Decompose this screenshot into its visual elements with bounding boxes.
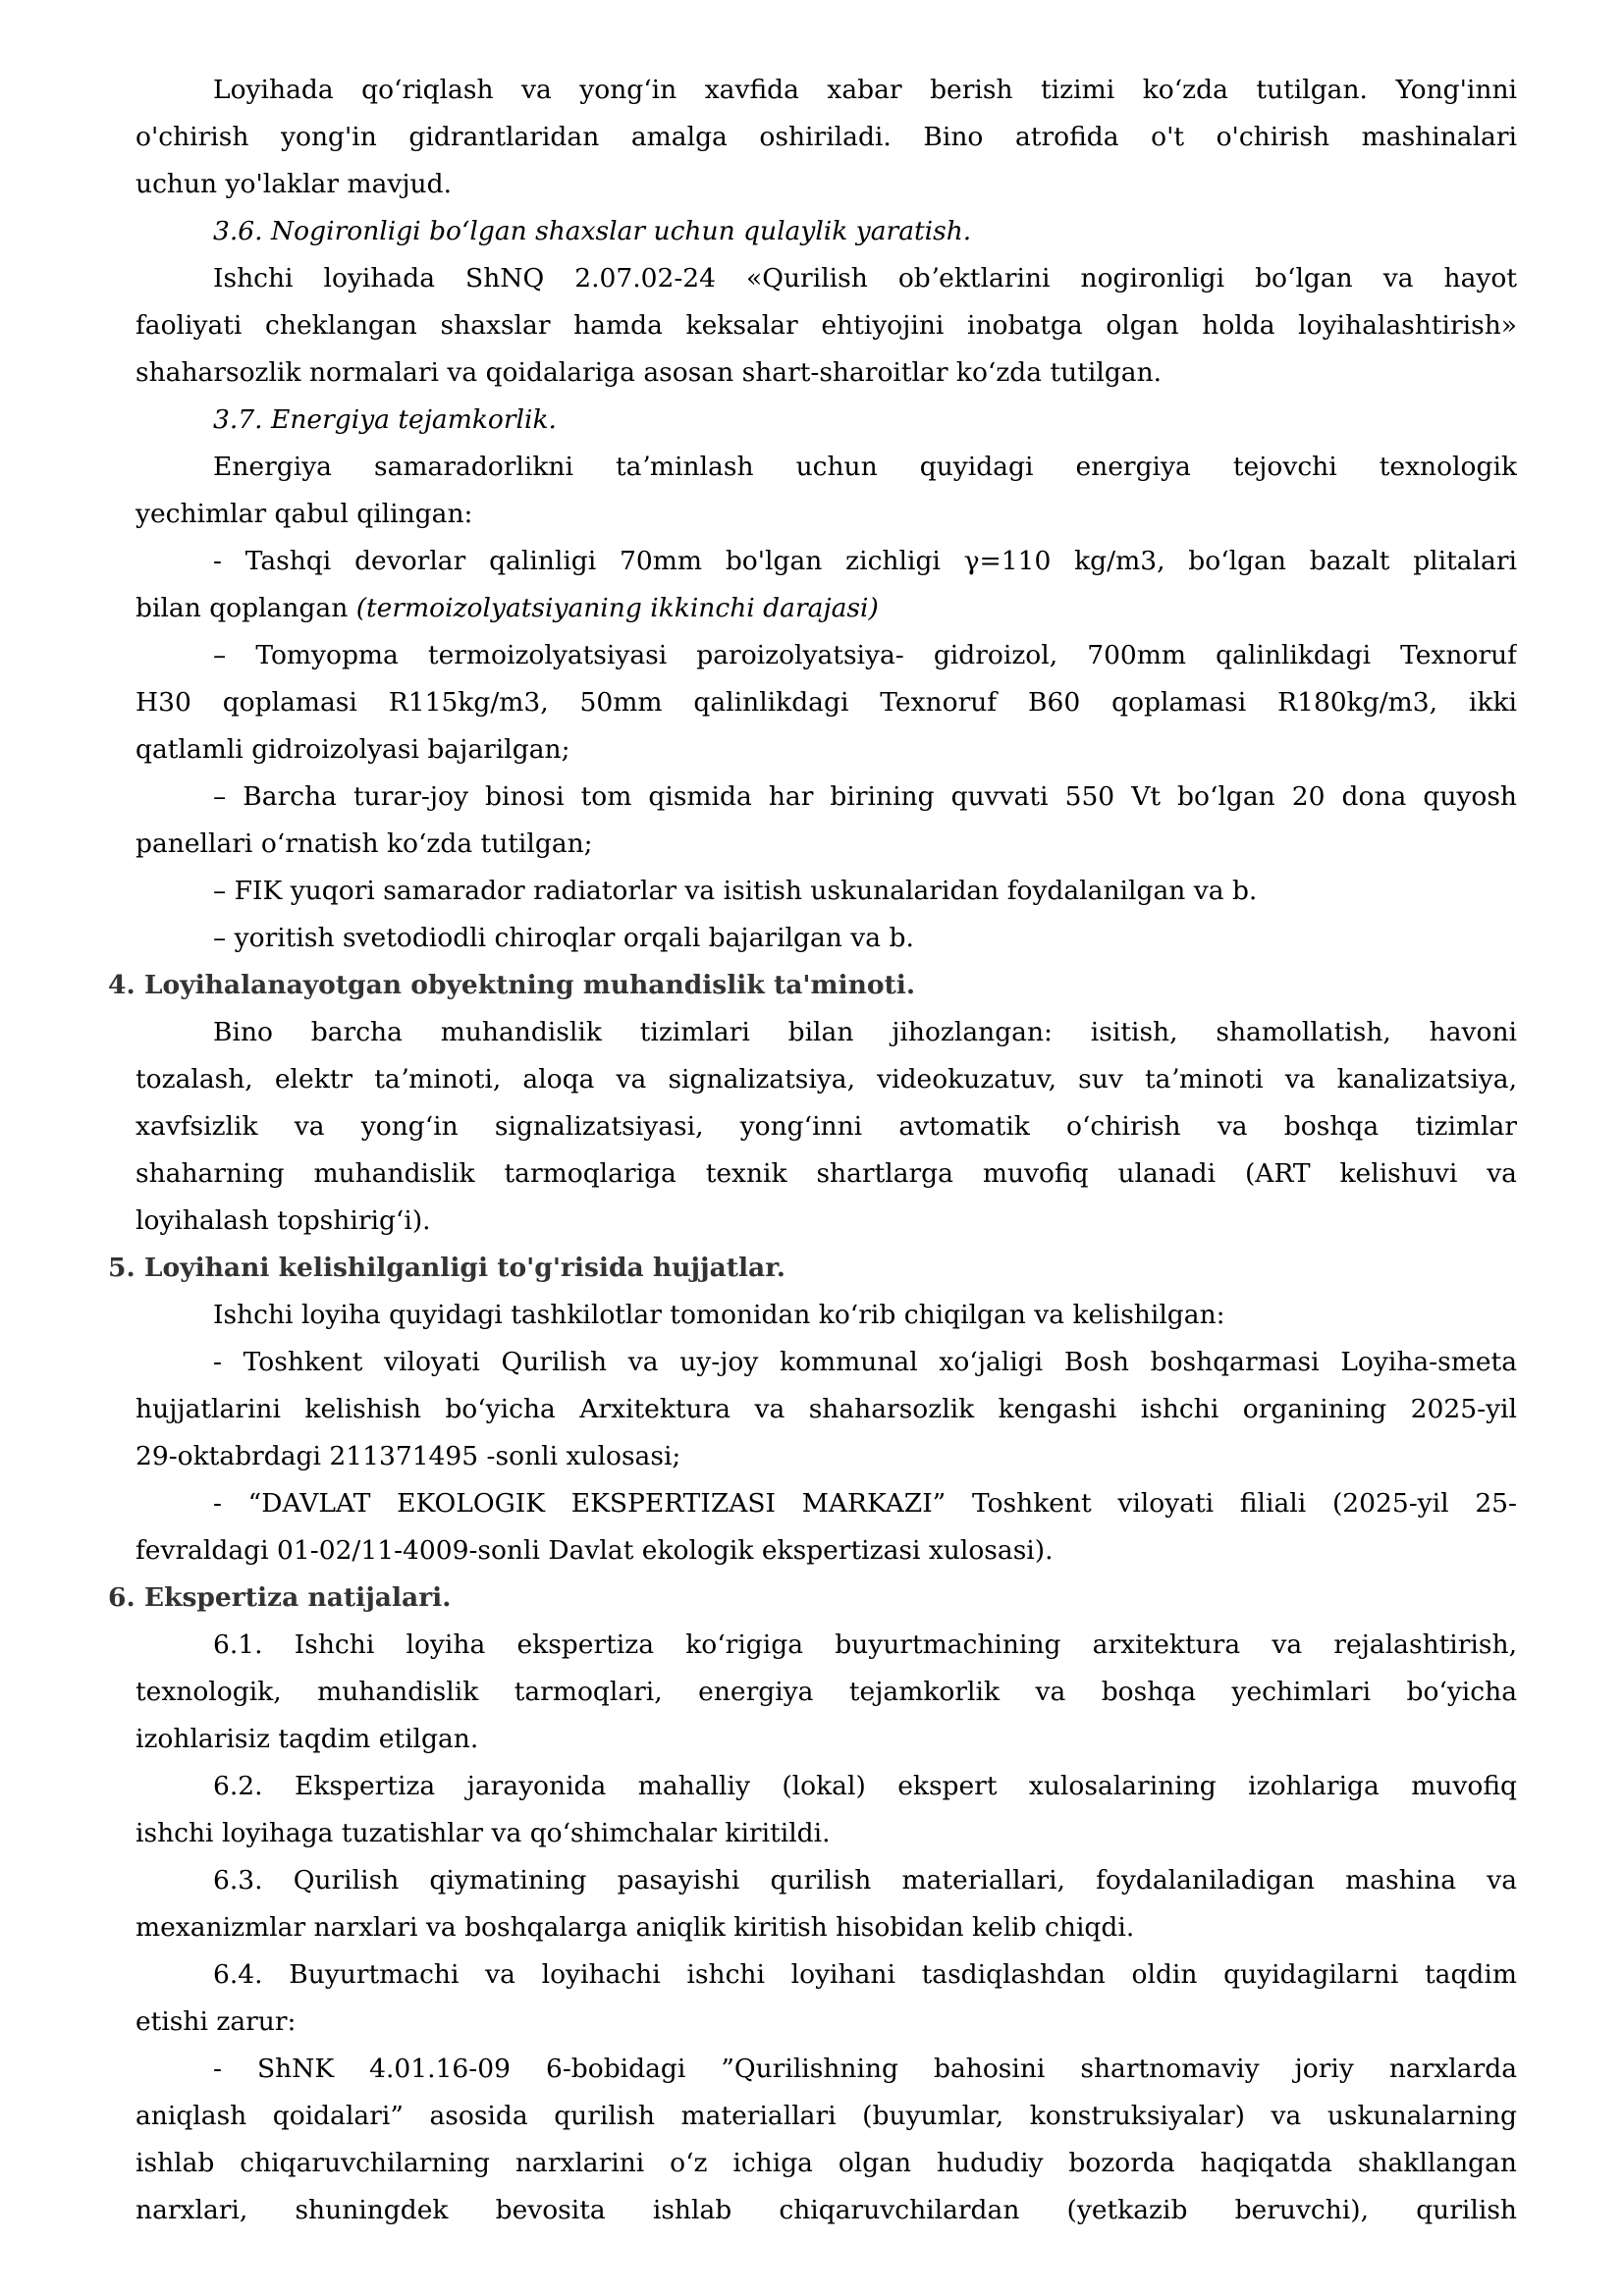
- paragraph-6-1-line-1: 6.1. Ishchi loyiha ekspertiza koʻrigiga buyurtmachining arxitektura va rejalashtirish,: [213, 1629, 1517, 1660]
- subsection-heading-3-6: 3.6. Nogironligi boʻlgan shaxslar uchun qulaylik yaratish.: [213, 216, 972, 246]
- paragraph-6-4-line-2: etishi zarur:: [135, 2006, 297, 2037]
- paragraph-fire-safety-line-3: uchun yo'laklar mavjud.: [135, 169, 453, 199]
- paragraph-6-3-line-2: mexanizmlar narxlari va boshqalarga aniqlik kiritish hisobidan kelib chiqdi.: [135, 1912, 1135, 1943]
- list-item-shnk-line-4: narxlari, shuningdek bevosita ishlab chiqaruvchilardan (yetkazib beruvchi), qurilish: [135, 2195, 1517, 2225]
- list-item-walls-line-1: - Tashqi devorlar qalinligi 70mm bo'lgan zichligi γ=110 kg/m3, boʻlgan bazalt plitalari: [213, 546, 1517, 576]
- list-item-walls-text: bilan qoplangan: [135, 593, 356, 623]
- paragraph-engineering-line-3: xavfsizlik va yongʻin signalizatsiyasi, yongʻinni avtomatik oʻchirish va boshqa tizimlar: [135, 1111, 1517, 1142]
- list-item-roof-line-2: H30 qoplamasi R115kg/m3, 50mm qalinlikdagi Texnoruf B60 qoplamasi R180kg/m3, ikki: [135, 687, 1517, 718]
- paragraph-engineering-line-5: loyihalash topshirigʻi).: [135, 1205, 431, 1236]
- list-item-toshkent-line-1: - Toshkent viloyati Qurilish va uy-joy kommunal xoʻjaligi Bosh boshqarmasi Loyiha-smeta: [213, 1347, 1517, 1377]
- list-item-toshkent-line-3: 29-oktabrdagi 211371495 -sonli xulosasi;: [135, 1441, 681, 1471]
- paragraph-engineering-line-1: Bino barcha muhandislik tizimlari bilan jihozlangan: isitish, shamollatish, havoni: [213, 1017, 1517, 1047]
- list-item-roof-line-3: qatlamli gidroizolyasi bajarilgan;: [135, 734, 570, 765]
- list-item-walls-line-2: [135, 585, 1517, 632]
- paragraph-energy-line-2: yechimlar qabul qilingan:: [135, 499, 473, 529]
- paragraph-approvals-intro: Ishchi loyiha quyidagi tashkilotlar tomonidan koʻrib chiqilgan va kelishilgan:: [213, 1300, 1225, 1330]
- paragraph-6-3-line-1: 6.3. Qurilish qiymatining pasayishi qurilish materiallari, foydalaniladigan mashina va: [213, 1865, 1517, 1896]
- list-item-solar-line-1: – Barcha turar-joy binosi tom qismida har birining quvvati 550 Vt boʻlgan 20 dona quyosh: [213, 781, 1517, 812]
- list-item-walls-italic-note: (termoizolyatsiyaning ikkinchi darajasi): [355, 593, 879, 623]
- list-item-radiators: – FIK yuqori samarador radiatorlar va isitish uskunalaridan foydalanilgan va b.: [213, 876, 1258, 906]
- list-item-ecology-line-2: fevraldagi 01-02/11-4009-sonli Davlat ekologik ekspertizasi xulosasi).: [135, 1535, 1054, 1566]
- paragraph-6-1-line-3: izohlarisiz taqdim etilgan.: [135, 1724, 479, 1754]
- paragraph-fire-safety-line-2: o'chirish yong'in gidrantlaridan amalga oshiriladi. Bino atrofida o't o'chirish mashinalari: [135, 122, 1517, 152]
- paragraph-accessibility-line-1: Ishchi loyihada ShNQ 2.07.02-24 «Qurilish obʼektlarini nogironligi boʻlgan va hayot: [213, 263, 1517, 294]
- document-page: [0, 67, 1624, 2234]
- paragraph-accessibility-line-2: faoliyati cheklangan shaxslar hamda keksalar ehtiyojini inobatga olgan holda loyihalashtirish»: [135, 310, 1517, 341]
- list-item-roof-line-1: – Tomyopma termoizolyatsiyasi paroizolyatsiya- gidroizol, 700mm qalinlikdagi Texnoruf: [213, 640, 1517, 670]
- paragraph-6-1-line-2: texnologik, muhandislik tarmoqlari, energiya tejamkorlik va boshqa yechimlari boʻyicha: [135, 1677, 1517, 1707]
- paragraph-6-4-line-1: 6.4. Buyurtmachi va loyihachi ishchi loyihani tasdiqlashdan oldin quyidagilarni taqdim: [213, 1959, 1517, 1990]
- paragraph-fire-safety-line-1: Loyihada qoʻriqlash va yongʻin xavfida xabar berish tizimi koʻzda tutilgan. Yong'inni: [213, 75, 1517, 105]
- paragraph-engineering-line-2: tozalash, elektr taʼminoti, aloqa va signalizatsiya, videokuzatuv, suv taʼminoti va kanalizatsiya,: [135, 1064, 1517, 1095]
- paragraph-engineering-line-4: shaharning muhandislik tarmoqlariga texnik shartlarga muvofiq ulanadi (ART kelishuvi va: [135, 1158, 1517, 1189]
- paragraph-6-2-line-1: 6.2. Ekspertiza jarayonida mahalliy (lokal) ekspert xulosalarining izohlariga muvofiq: [213, 1771, 1517, 1801]
- list-item-solar-line-2: panellari oʻrnatish koʻzda tutilgan;: [135, 828, 593, 859]
- list-item-shnk-line-2: aniqlash qoidalari” asosida qurilish materiallari (buyumlar, konstruksiyalar) va uskunalarning: [135, 2101, 1517, 2131]
- paragraph-6-2-line-2: ishchi loyihaga tuzatishlar va qoʻshimchalar kiritildi.: [135, 1818, 831, 1848]
- list-item-shnk-line-1: - ShNK 4.01.16-09 6-bobidagi ”Qurilishning bahosini shartnomaviy joriy narxlarda: [213, 2054, 1517, 2084]
- section-heading-5: 5. Loyihani kelishilganligi to'g'risida hujjatlar.: [108, 1253, 785, 1283]
- section-heading-6: 6. Ekspertiza natijalari.: [108, 1582, 452, 1613]
- list-item-ecology-line-1: - “DAVLAT EKOLOGIK EKSPERTIZASI MARKAZI” Toshkent viloyati filiali (2025-yil 25-: [213, 1488, 1517, 1519]
- section-heading-4: 4. Loyihalanayotgan obyektning muhandislik ta'minoti.: [108, 970, 916, 1000]
- paragraph-accessibility-line-3: shaharsozlik normalari va qoidalariga asosan shart-sharoitlar koʻzda tutilgan.: [135, 357, 1163, 388]
- subsection-heading-3-7: 3.7. Energiya tejamkorlik.: [213, 404, 557, 435]
- paragraph-energy-line-1: Energiya samaradorlikni taʼminlash uchun quyidagi energiya tejovchi texnologik: [213, 452, 1517, 482]
- list-item-lighting: – yoritish svetodiodli chiroqlar orqali bajarilgan va b.: [213, 923, 914, 953]
- list-item-shnk-line-3: ishlab chiqaruvchilarning narxlarini oʻz ichiga olgan hududiy bozorda haqiqatda shakllangan: [135, 2148, 1517, 2178]
- list-item-toshkent-line-2: hujjatlarini kelishish boʻyicha Arxitektura va shaharsozlik kengashi ishchi organining 2025-yil: [135, 1394, 1517, 1424]
